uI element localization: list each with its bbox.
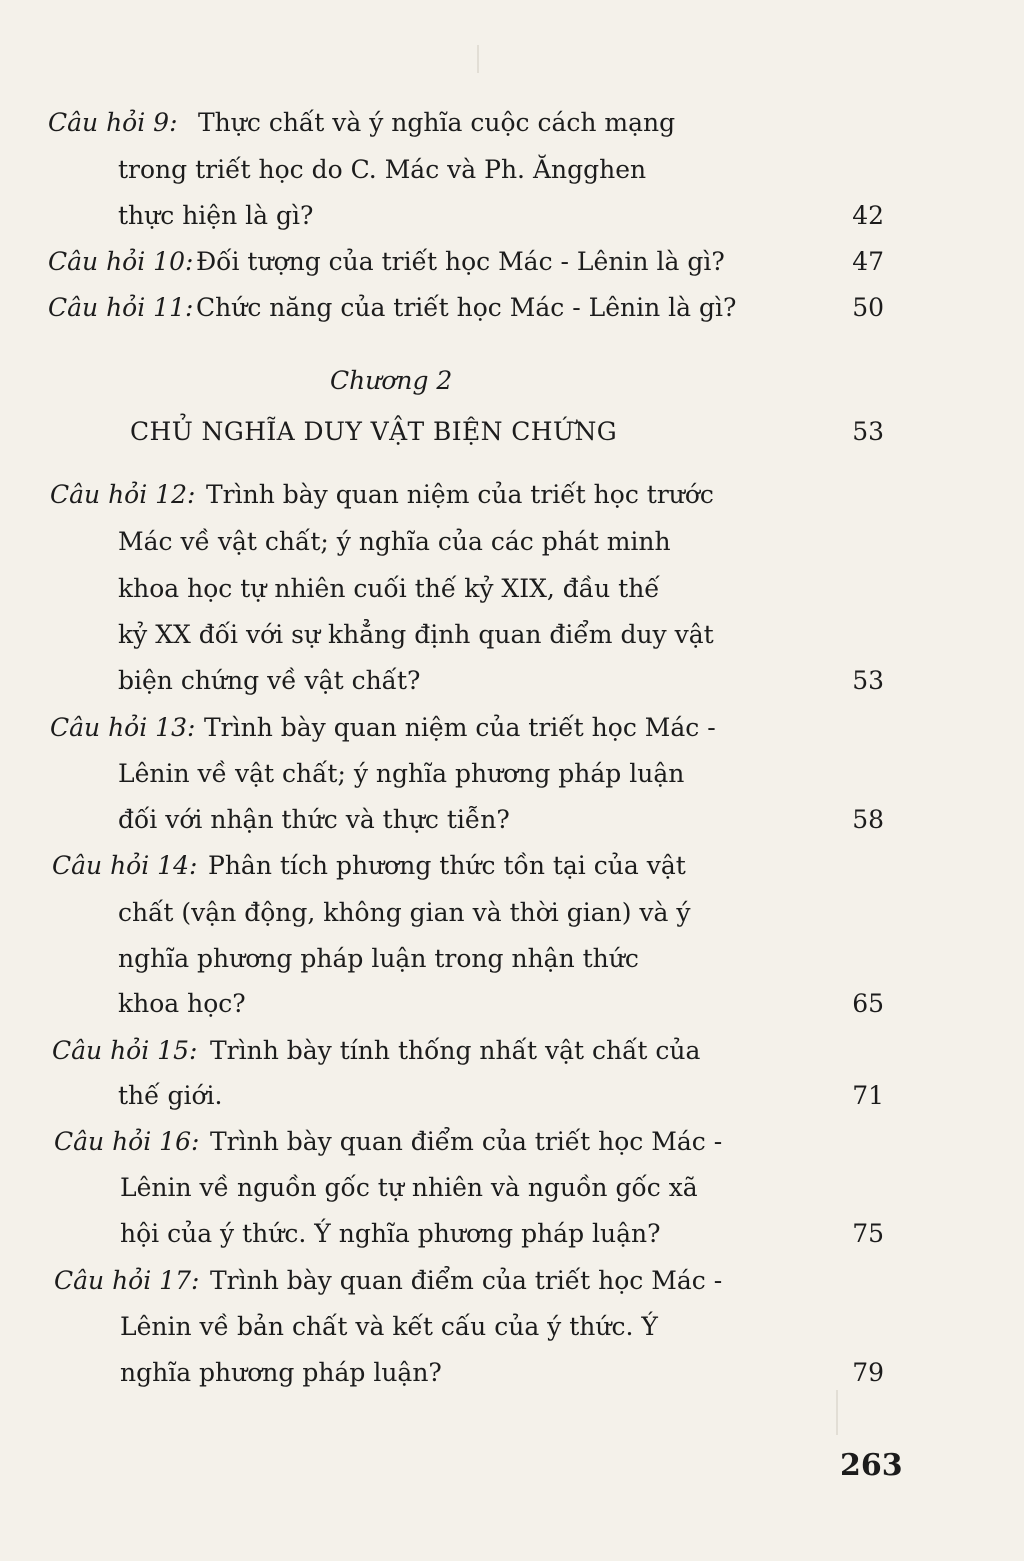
page-ref: 53 — [852, 666, 884, 695]
page-number: 263 — [840, 1448, 903, 1483]
entry-line: thực hiện là gì? — [118, 201, 314, 230]
entry-line: Phân tích phương thức tồn tại của vật — [208, 851, 686, 880]
page-ref: 65 — [852, 989, 884, 1018]
question-label: Câu hỏi 14: — [52, 851, 198, 880]
question-label: Câu hỏi 9: — [48, 108, 178, 137]
scan-mark — [477, 45, 479, 73]
entry-line: khoa học? — [118, 989, 246, 1018]
question-label: Câu hỏi 10: — [48, 247, 194, 276]
page-ref: 58 — [852, 805, 884, 834]
page-ref: 75 — [852, 1219, 884, 1248]
entry-line: Lênin về vật chất; ý nghĩa phương pháp luận — [118, 759, 685, 788]
entry-line: nghĩa phương pháp luận trong nhận thức — [118, 944, 639, 973]
entry-line: Lênin về bản chất và kết cấu của ý thức. Ý — [120, 1312, 658, 1341]
question-label: Câu hỏi 11: — [48, 293, 194, 322]
entry-line: trong triết học do C. Mác và Ph. Ăngghen — [118, 155, 647, 184]
entry-line: Chức năng của triết học Mác - Lênin là gì? — [196, 293, 737, 322]
entry-line: Trình bày tính thống nhất vật chất của — [210, 1036, 701, 1065]
entry-line: Lênin về nguồn gốc tự nhiên và nguồn gốc xã — [120, 1173, 698, 1202]
page-ref: 47 — [852, 247, 884, 276]
question-label: Câu hỏi 17: — [54, 1266, 200, 1295]
entry-line: thế giới. — [118, 1081, 223, 1110]
entry-line: hội của ý thức. Ý nghĩa phương pháp luận? — [120, 1219, 661, 1248]
entry-line: Trình bày quan niệm của triết học Mác - — [204, 713, 716, 742]
chapter-page-ref: 53 — [852, 417, 884, 446]
entry-line: Trình bày quan niệm của triết học trước — [206, 480, 714, 509]
entry-line: khoa học tự nhiên cuối thế kỷ XIX, đầu thế — [118, 574, 660, 603]
chapter-title: CHỦ NGHĨA DUY VẬT BIỆN CHỨNG — [130, 417, 618, 446]
entry-line: kỷ XX đối với sự khẳng định quan điểm duy vật — [118, 620, 714, 649]
entry-line: Đối tượng của triết học Mác - Lênin là gì? — [196, 247, 725, 276]
question-label: Câu hỏi 15: — [52, 1036, 198, 1065]
entry-line: Trình bày quan điểm của triết học Mác - — [210, 1266, 723, 1295]
page-ref: 79 — [852, 1358, 884, 1387]
entry-line: chất (vận động, không gian và thời gian) và ý — [118, 898, 691, 927]
entry-line: Trình bày quan điểm của triết học Mác - — [210, 1127, 723, 1156]
question-label: Câu hỏi 12: — [50, 480, 196, 509]
question-label: Câu hỏi 16: — [54, 1127, 200, 1156]
chapter-label: Chương 2 — [330, 366, 453, 395]
page-ref: 42 — [852, 201, 884, 230]
question-label: Câu hỏi 13: — [50, 713, 196, 742]
page-ref: 71 — [852, 1081, 884, 1110]
scan-mark — [836, 1390, 838, 1435]
entry-line: đối với nhận thức và thực tiễn? — [118, 805, 510, 834]
entry-line: Thực chất và ý nghĩa cuộc cách mạng — [198, 108, 676, 137]
entry-line: biện chứng về vật chất? — [118, 666, 421, 695]
page-ref: 50 — [852, 293, 884, 322]
entry-line: nghĩa phương pháp luận? — [120, 1358, 442, 1387]
entry-line: Mác về vật chất; ý nghĩa của các phát minh — [118, 527, 671, 556]
